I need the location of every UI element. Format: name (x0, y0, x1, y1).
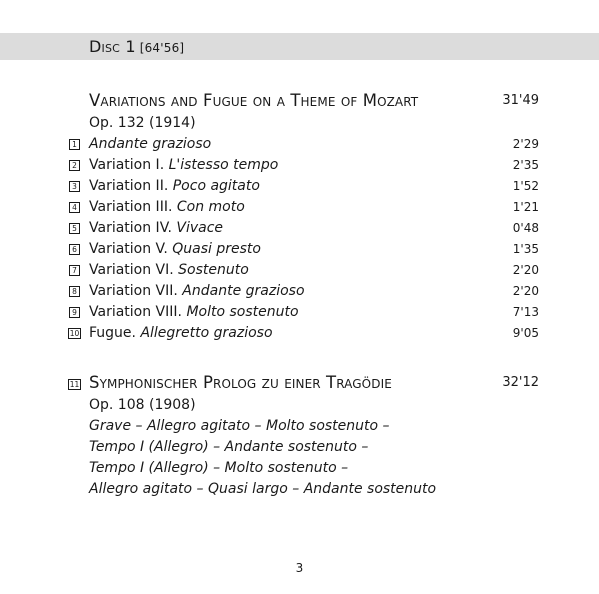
track-variation-label: Variation VII. (89, 283, 183, 299)
work-title: Symphonischer Prolog zu einer Tragödie (89, 373, 392, 392)
track-list (0, 134, 599, 344)
track-tempo: Molto sostenuto (186, 304, 299, 320)
description-line: Grave – Allegro agitato – Molto sostenuto – (89, 418, 390, 434)
track-title (89, 323, 273, 344)
disc-title-text: Disc 1 (89, 37, 136, 56)
track-row (0, 134, 599, 155)
page-number: 3 (295, 561, 304, 575)
track-row (0, 323, 599, 344)
track-tempo: Con moto (176, 199, 245, 215)
track-duration: 9'05 (512, 326, 539, 340)
track-tempo: Allegretto grazioso (140, 325, 273, 341)
track-row (0, 281, 599, 302)
track-number-box: 5 (69, 223, 80, 234)
disc-title (89, 37, 184, 56)
track-title (89, 155, 278, 176)
track-tempo: Quasi presto (172, 241, 261, 257)
track-number-box: 6 (69, 244, 80, 255)
track-tempo: Andante grazioso (182, 283, 305, 299)
track-number-box: 4 (69, 202, 80, 213)
track-duration: 2'29 (512, 137, 539, 151)
track-row (0, 302, 599, 323)
description-line: Tempo I (Allegro) – Andante sostenuto – (89, 439, 369, 455)
track-number-box: 2 (69, 160, 80, 171)
track-tempo: Andante grazioso (89, 136, 212, 152)
track-number-box: 9 (69, 307, 80, 318)
work-title: Variations and Fugue on a Theme of Mozart (89, 91, 419, 110)
work-header (0, 373, 599, 395)
track-variation-label: Variation III. (89, 199, 177, 215)
track-row (0, 197, 599, 218)
track-title (89, 176, 260, 197)
track-duration: 2'35 (512, 158, 539, 172)
track-title (89, 239, 261, 260)
track-row (0, 260, 599, 281)
track-row (0, 176, 599, 197)
description-line: Tempo I (Allegro) – Molto sostenuto – (89, 460, 349, 476)
work-opus: Op. 132 (1914) (89, 115, 196, 131)
disc-duration: [64'56] (139, 41, 185, 55)
track-title (89, 134, 211, 155)
track-variation-label: Variation I. (89, 157, 169, 173)
track-number-box: 11 (69, 380, 80, 389)
disc-header-bar (0, 33, 599, 60)
track-title (89, 302, 299, 323)
track-duration: 0'48 (512, 221, 539, 235)
track-variation-label: Variation II. (89, 178, 173, 194)
track-title (89, 197, 245, 218)
work-header (0, 91, 599, 113)
track-number-box: 8 (69, 286, 80, 297)
track-tempo: Poco agitato (172, 178, 260, 194)
work-description (0, 416, 599, 500)
track-title (89, 218, 223, 239)
track-duration: 1'35 (512, 242, 539, 256)
track-duration: 2'20 (512, 263, 539, 277)
track-duration: 7'13 (512, 305, 539, 319)
track-number-box: 1 (69, 139, 80, 150)
track-duration: 1'52 (512, 179, 539, 193)
track-duration: 1'21 (512, 200, 539, 214)
track-tempo: L'istesso tempo (168, 157, 279, 173)
work-duration: 31'49 (502, 93, 539, 108)
track-row (0, 218, 599, 239)
track-variation-label: Variation VIII. (89, 304, 187, 320)
track-title (89, 281, 305, 302)
track-number-box: 10 (69, 329, 80, 338)
track-row (0, 155, 599, 176)
track-row (0, 239, 599, 260)
description-line: Allegro agitato – Quasi largo – Andante sostenuto (89, 481, 437, 497)
track-variation-label: Variation IV. (89, 220, 177, 236)
track-title (89, 260, 249, 281)
track-number-box: 7 (69, 265, 80, 276)
work-opus: Op. 108 (1908) (89, 397, 196, 413)
work-duration: 32'12 (502, 375, 539, 390)
track-number-box: 3 (69, 181, 80, 192)
track-variation-label: Variation VI. (89, 262, 179, 278)
track-variation-label: Fugue. (89, 325, 141, 341)
track-tempo: Vivace (176, 220, 224, 236)
track-duration: 2'20 (512, 284, 539, 298)
work-symphonic-prologue (0, 373, 599, 500)
track-variation-label: Variation V. (89, 241, 173, 257)
track-tempo: Sostenuto (178, 262, 249, 278)
work-mozart-variations (0, 91, 599, 344)
